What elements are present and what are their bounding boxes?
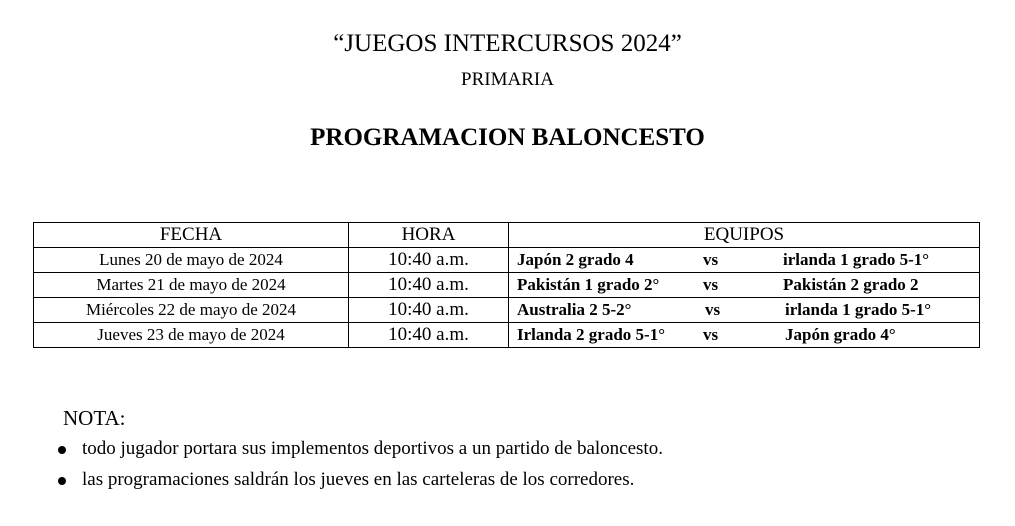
list-item (0, 467, 663, 498)
vs-label: vs (705, 300, 721, 319)
vs-label: vs (703, 275, 719, 294)
hora-cell: 10:40 a.m. (349, 248, 509, 273)
equipos-cell (509, 323, 980, 348)
team-a: Australia 2 5-2° (517, 300, 632, 319)
table-row (34, 298, 980, 323)
table-header-row (34, 223, 980, 248)
equipos-cell (509, 273, 980, 298)
team-a: Japón 2 grado 4 (517, 250, 634, 269)
note-text: las programaciones saldrán los jueves en las carteleras de los corredores. (82, 469, 635, 490)
column-header-equipos: EQUIPOS (509, 223, 980, 248)
document-title: “JUEGOS INTERCURSOS 2024” (333, 30, 682, 57)
section-heading: PROGRAMACION BALONCESTO (310, 124, 705, 151)
fecha-cell: Lunes 20 de mayo de 2024 (34, 248, 349, 273)
team-b: irlanda 1 grado 5-1° (783, 250, 930, 269)
column-header-hora: HORA (349, 223, 509, 248)
equipos-cell (509, 298, 980, 323)
hora-cell: 10:40 a.m. (349, 323, 509, 348)
schedule-table (33, 222, 980, 348)
list-item (0, 436, 663, 467)
hora-cell: 10:40 a.m. (349, 298, 509, 323)
team-b: irlanda 1 grado 5-1° (785, 300, 932, 319)
fecha-cell: Martes 21 de mayo de 2024 (34, 273, 349, 298)
notes-list (0, 436, 663, 498)
fecha-cell: Jueves 23 de mayo de 2024 (34, 323, 349, 348)
table-row (34, 248, 980, 273)
vs-label: vs (703, 325, 719, 344)
hora-cell: 10:40 a.m. (349, 273, 509, 298)
team-a: Irlanda 2 grado 5-1° (517, 325, 666, 344)
document-subtitle: PRIMARIA (461, 69, 554, 90)
team-b: Pakistán 2 grado 2 (783, 275, 919, 294)
fecha-cell: Miércoles 22 de mayo de 2024 (34, 298, 349, 323)
vs-label: vs (703, 250, 719, 269)
table-row (34, 323, 980, 348)
team-a: Pakistán 1 grado 2° (517, 275, 660, 294)
equipos-cell (509, 248, 980, 273)
nota-label: NOTA: (63, 406, 126, 430)
team-b: Japón grado 4° (785, 325, 896, 344)
table-row (34, 273, 980, 298)
bullet-icon (58, 446, 66, 454)
column-header-fecha: FECHA (34, 223, 349, 248)
note-text: todo jugador portara sus implementos deportivos a un partido de baloncesto. (82, 438, 663, 459)
bullet-icon (58, 477, 66, 485)
